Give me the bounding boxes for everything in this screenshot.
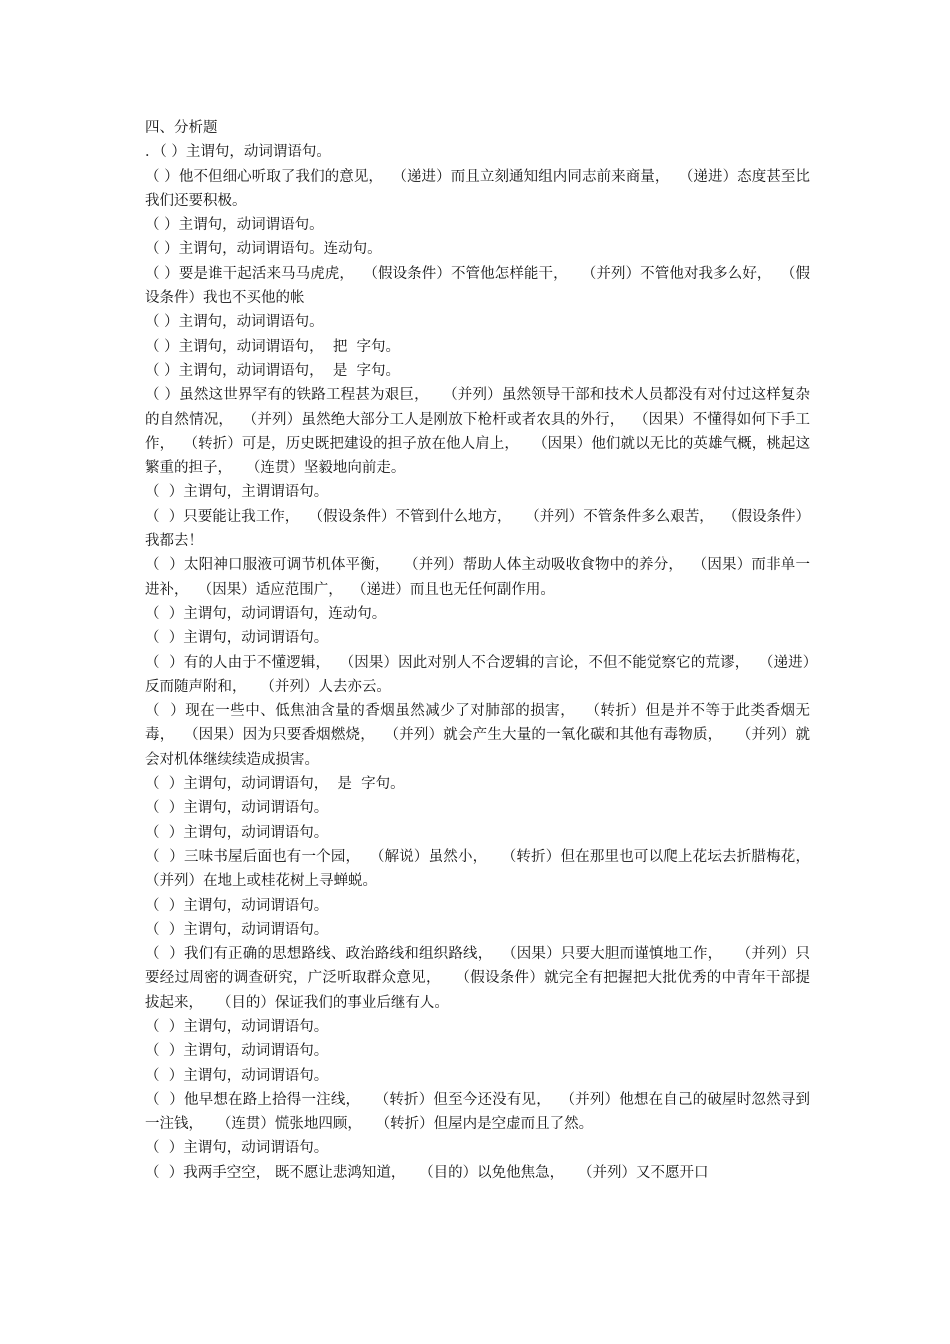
answer-line: （ ）他早想在路上拾得一注线， （转折）但至今还没有见， （并列）他想在自己的破屋时忽然寻到一注钱， （连贯）慌张地四顾， （转折）但屋内是空虚而且了然。 [145, 1091, 810, 1133]
answer-line: （ ）只要能让我工作， （假设条件）不管到什么地方， （并列）不管条件多么艰苦， （假设条件）我都去！ [145, 508, 810, 550]
answer-line: （ ）主谓句，动词谓语句。 [145, 1018, 329, 1035]
answer-line: （ ）主谓句，主谓谓语句。 [145, 484, 329, 501]
answer-line: （ ）我两手空空， 既不愿让悲鸿知道， （目的）以免他焦急， （并列）又不愿开口 [145, 1164, 709, 1181]
answer-line: （ ）主谓句，动词谓语句。连动句。 [145, 241, 382, 258]
answer-line: （ ）现在一些中、低焦油含量的香烟虽然减少了对肺部的损害， （转折）但是并不等于此类香烟无毒， （因果）因为只要香烟燃烧， （并列）就会产生大量的一氧化碳和其他有毒物质， （并列）就会对机体继续续造成损害。 [145, 703, 810, 768]
answer-line: （ ）主谓句，动词谓语句。 [145, 217, 324, 234]
answer-line: （ ）主谓句，动词谓语句， 把 字句。 [145, 338, 401, 355]
answer-line: （ ）主谓句，动词谓语句。 [145, 630, 329, 647]
answer-line: （ ）有的人由于不懂逻辑， （因果）因此对别人不合逻辑的言论，不但不能觉察它的荒谬， （递进）反而随声附和， （并列）人去亦云。 [145, 654, 810, 695]
answer-line: （ ）三味书屋后面也有一个园， （解说）虽然小， （转折）但在那里也可以爬上花坛去折腊梅花， （并列）在地上或桂花树上寻蝉蜕。 [145, 848, 824, 890]
section-heading: 四、分析题 [145, 120, 218, 136]
answer-list [145, 140, 824, 1185]
answer-line: （ ）主谓句，动词谓语句。 [145, 824, 329, 841]
answer-line: （ ）主谓句，动词谓语句。 [145, 1043, 329, 1060]
answer-line: （ ）主谓句，动词谓语句。 [145, 1067, 329, 1084]
answer-line: （ ）主谓句，动词谓语句， 是 字句。 [145, 776, 405, 793]
answer-line: （ ）主谓句，动词谓语句。 [145, 800, 329, 817]
answer-line: （ ）主谓句，动词谓语句， 是 字句。 [145, 362, 401, 379]
document-body [145, 116, 824, 1185]
answer-line: （ ）主谓句，动词谓语句。 [145, 1140, 329, 1157]
answer-line: （ ）要是谁干起活来马马虎虎， （假设条件）不管他怎样能干， （并列）不管他对我多么好， （假设条件）我也不买他的帐 [145, 265, 810, 307]
answer-line: （ ）虽然这世界罕有的铁路工程甚为艰巨， （并列）虽然领导干部和技术人员都没有对付过这样复杂的自然情况， （并列）虽然绝大部分工人是刚放下枪杆或者农具的外行， （因果）不懂得如何下手工作， （转折）可是，历史既把建设的担子放在他人肩上， （因果）他们就以无比的英雄气概，桃起这繁重的担子， （连贯）坚毅地向前走。 [145, 387, 810, 477]
answer-line: （ ）我们有正确的思想路线、政治路线和组织路线， （因果）只要大胆而谨慎地工作， （并列）只要经过周密的调查研究，广泛听取群众意见， （假设条件）就完全有把握把大批优秀的中青年干部提拔起来， （目的）保证我们的事业后继有人。 [145, 946, 810, 1011]
answer-line: （ ）主谓句，动词谓语句。 [145, 921, 329, 938]
answer-line: （ ）他不但细心听取了我们的意见， （递进）而且立刻通知组内同志前来商量， （递进）态度甚至比我们还要积极。 [145, 168, 810, 209]
answer-line: ．（ ）主谓句，动词谓语句。 [145, 144, 331, 161]
answer-line: （ ）主谓句，动词谓语句。 [145, 897, 329, 914]
answer-line: （ ）主谓句，动词谓语句。 [145, 314, 324, 331]
answer-line: （ ）主谓句，动词谓语句，连动句。 [145, 605, 387, 622]
answer-line: （ ）太阳神口服液可调节机体平衡， （并列）帮助人体主动吸收食物中的养分， （因果）而非单一进补， （因果）适应范围广， （递进）而且也无任何副作用。 [145, 557, 810, 598]
